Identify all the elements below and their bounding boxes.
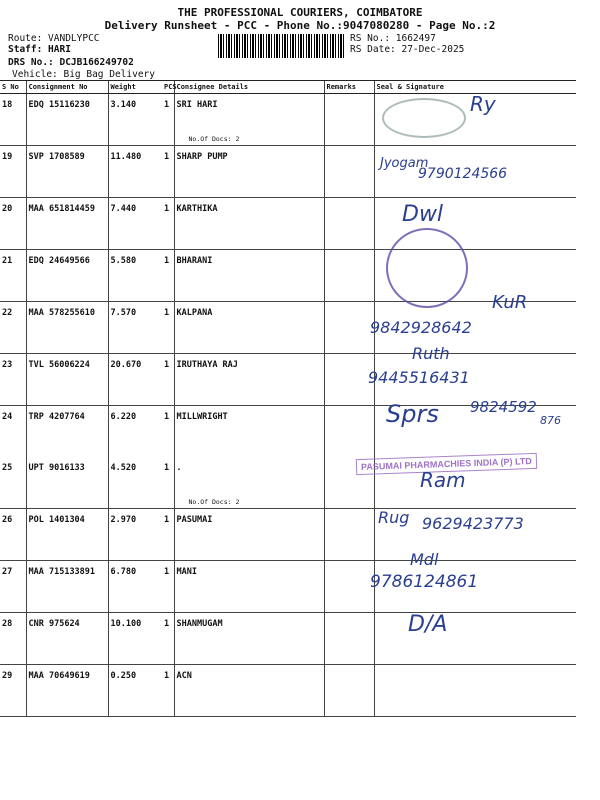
docs-count: No.Of Docs: 2: [188, 135, 240, 143]
row-pcs: [162, 509, 174, 561]
row-weight-text: 10.100: [110, 619, 142, 629]
row-remarks: [324, 406, 374, 458]
row-consignee-text: BHARANI: [176, 256, 213, 266]
row-sno: [0, 302, 26, 354]
row-weight-text: 11.480: [110, 152, 142, 162]
row-pcs-text: 1: [164, 671, 170, 681]
row-consignee-text: KALPANA: [176, 308, 213, 318]
table-row: [0, 250, 576, 302]
signature-27: Rug: [378, 508, 410, 527]
row-pcs-text: 1: [164, 619, 170, 629]
row-consignee: [174, 613, 324, 665]
row-consignment-no-text: MAA 578255610: [28, 308, 96, 318]
row-sno-text: 21: [2, 256, 13, 266]
faint-stamp: [382, 98, 466, 138]
handwritten-phone-22: 9842928642: [370, 318, 472, 337]
row-consignment-no: [26, 561, 108, 613]
row-sno: [0, 561, 26, 613]
row-consignee: [174, 665, 324, 717]
row-consignee-text: SHANMUGAM: [176, 619, 223, 629]
row-consignment-no: [26, 146, 108, 198]
row-weight-text: 6.780: [110, 567, 137, 577]
table-row: [0, 302, 576, 354]
handwritten-phone-19: 9790124566: [418, 166, 508, 182]
rs-date: RS Date: 27-Dec-2025: [350, 44, 465, 55]
row-remarks: [324, 561, 374, 613]
row-consignment-no: [26, 354, 108, 406]
row-weight: [108, 198, 162, 250]
row-sno: [0, 250, 26, 302]
row-remarks: [324, 302, 374, 354]
row-sno-text: 18: [2, 100, 13, 110]
row-signature: [374, 613, 576, 665]
row-consignee-text: MANI: [176, 567, 197, 577]
row-consignee: [174, 406, 324, 458]
row-weight-text: 20.670: [110, 360, 142, 370]
handwritten-phone-24b: 876: [540, 414, 561, 427]
row-consignment-no-text: TVL 56006224: [28, 360, 90, 370]
row-weight-text: 7.570: [110, 308, 137, 318]
row-consignee-text: IRUTHAYA RAJ: [176, 360, 238, 370]
row-consignment-no-text: MAA 70649619: [28, 671, 90, 681]
row-pcs: [162, 406, 174, 458]
row-weight: [108, 94, 162, 146]
table-row: [0, 613, 576, 665]
rs-number: RS No.: 1662497: [350, 33, 436, 44]
table-row: [0, 665, 576, 717]
row-sno-text: 25: [2, 463, 13, 473]
row-pcs: [162, 94, 174, 146]
row-consignee-text: PASUMAI: [176, 515, 213, 525]
row-remarks: [324, 665, 374, 717]
signature-23: Ruth: [412, 344, 450, 363]
row-sno-text: 28: [2, 619, 13, 629]
row-pcs-text: 1: [164, 515, 170, 525]
col-sno: S No: [0, 81, 26, 94]
row-weight: [108, 561, 162, 613]
row-weight-text: 4.520: [110, 463, 137, 473]
row-consignment-no-text: MAA 715133891: [28, 567, 96, 577]
docs-count: No.Of Docs: 2: [188, 498, 240, 506]
col-pcs: PCS: [162, 81, 174, 94]
row-consignee: [174, 198, 324, 250]
row-sno: [0, 146, 26, 198]
row-pcs: [162, 457, 174, 509]
handwritten-phone-27: 9629423773: [422, 514, 524, 533]
row-consignment-no-text: MAA 651814459: [28, 204, 96, 214]
row-pcs: [162, 665, 174, 717]
row-pcs-text: 1: [164, 152, 170, 162]
row-consignee: [174, 457, 324, 509]
col-signature: Seal & Signature: [374, 81, 576, 94]
signature-28: Mdl: [410, 550, 439, 569]
row-pcs: [162, 250, 174, 302]
row-weight-text: 6.220: [110, 412, 137, 422]
handwritten-phone-28: 9786124861: [370, 572, 479, 592]
row-signature: [374, 665, 576, 717]
row-weight: [108, 509, 162, 561]
handwritten-note-29: D/A: [408, 612, 448, 637]
row-consignee-text: .: [176, 463, 182, 473]
row-remarks: [324, 146, 374, 198]
row-weight-text: 5.580: [110, 256, 137, 266]
row-consignee: [174, 146, 324, 198]
row-consignee-text: SHARP PUMP: [176, 152, 228, 162]
row-pcs-text: 1: [164, 463, 170, 473]
row-consignment-no-text: EDQ 15116230: [28, 100, 90, 110]
row-remarks: [324, 613, 374, 665]
row-remarks: [324, 250, 374, 302]
row-consignment-no: [26, 94, 108, 146]
row-weight: [108, 250, 162, 302]
row-weight: [108, 302, 162, 354]
row-sno: [0, 457, 26, 509]
row-remarks: [324, 198, 374, 250]
row-pcs: [162, 198, 174, 250]
row-weight: [108, 406, 162, 458]
row-consignment-no-text: TRP 4207764: [28, 412, 85, 422]
row-weight-text: 2.970: [110, 515, 137, 525]
row-sno-text: 23: [2, 360, 13, 370]
company-stamp: PASUMAI PHARMACHIES INDIA (P) LTD: [356, 453, 537, 475]
handwritten-phone-23: 9445516431: [368, 368, 470, 387]
drs-number: DRS No.: DCJB166249702: [8, 57, 134, 68]
row-consignee: [174, 250, 324, 302]
row-sno-text: 20: [2, 204, 13, 214]
col-weight: Weight: [108, 81, 162, 94]
staff-label: Staff: HARI: [8, 44, 71, 55]
row-consignment-no: [26, 613, 108, 665]
row-consignment-no: [26, 198, 108, 250]
row-sno-text: 27: [2, 567, 13, 577]
row-sno: [0, 406, 26, 458]
row-consignee: [174, 94, 324, 146]
row-consignment-no: [26, 406, 108, 458]
row-consignment-no: [26, 457, 108, 509]
row-sno-text: 22: [2, 308, 13, 318]
row-pcs-text: 1: [164, 100, 170, 110]
row-weight: [108, 457, 162, 509]
row-sno: [0, 354, 26, 406]
row-weight-text: 7.440: [110, 204, 137, 214]
row-consignee: [174, 302, 324, 354]
signature-22: KuR: [492, 292, 528, 313]
row-pcs: [162, 561, 174, 613]
row-consignment-no: [26, 250, 108, 302]
col-consignment: Consignment No: [26, 81, 108, 94]
handwritten-phone-24: 9824592: [470, 398, 537, 416]
row-pcs: [162, 302, 174, 354]
row-sno: [0, 94, 26, 146]
row-weight-text: 3.140: [110, 100, 137, 110]
row-pcs-text: 1: [164, 308, 170, 318]
row-remarks: [324, 509, 374, 561]
row-pcs: [162, 354, 174, 406]
row-consignment-no-text: CNR 975624: [28, 619, 80, 629]
row-pcs-text: 1: [164, 567, 170, 577]
row-sno: [0, 665, 26, 717]
row-consignment-no: [26, 302, 108, 354]
page-title: THE PROFESSIONAL COURIERS, COIMBATORE: [177, 6, 423, 19]
row-consignment-no-text: POL 1401304: [28, 515, 85, 525]
vehicle-label: Vehicle: Big Bag Delivery: [12, 69, 155, 80]
row-consignment-no: [26, 665, 108, 717]
row-sno: [0, 613, 26, 665]
signature-24: Sprs: [386, 400, 439, 428]
row-consignee: [174, 561, 324, 613]
row-pcs-text: 1: [164, 256, 170, 266]
row-sno-text: 24: [2, 412, 13, 422]
row-consignee: [174, 354, 324, 406]
row-pcs-text: 1: [164, 204, 170, 214]
row-remarks: [324, 94, 374, 146]
row-remarks: [324, 354, 374, 406]
route-label: Route: VANDLYPCC: [8, 33, 100, 44]
row-pcs: [162, 613, 174, 665]
table-row: [0, 561, 576, 613]
signature-26: Ram: [420, 468, 466, 492]
row-weight: [108, 146, 162, 198]
col-consignee: Consignee Details: [174, 81, 324, 94]
row-sno: [0, 198, 26, 250]
row-consignee-text: MILLWRIGHT: [176, 412, 228, 422]
table-row: [0, 198, 576, 250]
row-sno-text: 26: [2, 515, 13, 525]
row-weight: [108, 665, 162, 717]
row-sno-text: 29: [2, 671, 13, 681]
row-consignee: [174, 509, 324, 561]
signature-19: Jyogam: [380, 156, 429, 171]
row-pcs-text: 1: [164, 360, 170, 370]
row-sno-text: 19: [2, 152, 13, 162]
row-consignee-text: KARTHIKA: [176, 204, 218, 214]
row-pcs: [162, 146, 174, 198]
signature-18: Ry: [470, 92, 496, 116]
row-consignment-no-text: UPT 9016133: [28, 463, 85, 473]
row-pcs-text: 1: [164, 412, 170, 422]
row-weight-text: 0.250: [110, 671, 137, 681]
row-sno: [0, 509, 26, 561]
signature-20: Dwl: [402, 202, 444, 227]
row-consignment-no-text: EDQ 24649566: [28, 256, 90, 266]
barcode: [218, 34, 346, 58]
page-subtitle: Delivery Runsheet - PCC - Phone No.:9047080280 - Page No.:2: [104, 19, 496, 32]
row-consignment-no: [26, 509, 108, 561]
row-consignment-no-text: SVP 1708589: [28, 152, 85, 162]
row-consignee-text: ACN: [176, 671, 192, 681]
round-seal: [386, 228, 468, 308]
col-remarks: Remarks: [324, 81, 374, 94]
row-consignee-text: SRI HARI: [176, 100, 218, 110]
row-weight: [108, 354, 162, 406]
row-weight: [108, 613, 162, 665]
